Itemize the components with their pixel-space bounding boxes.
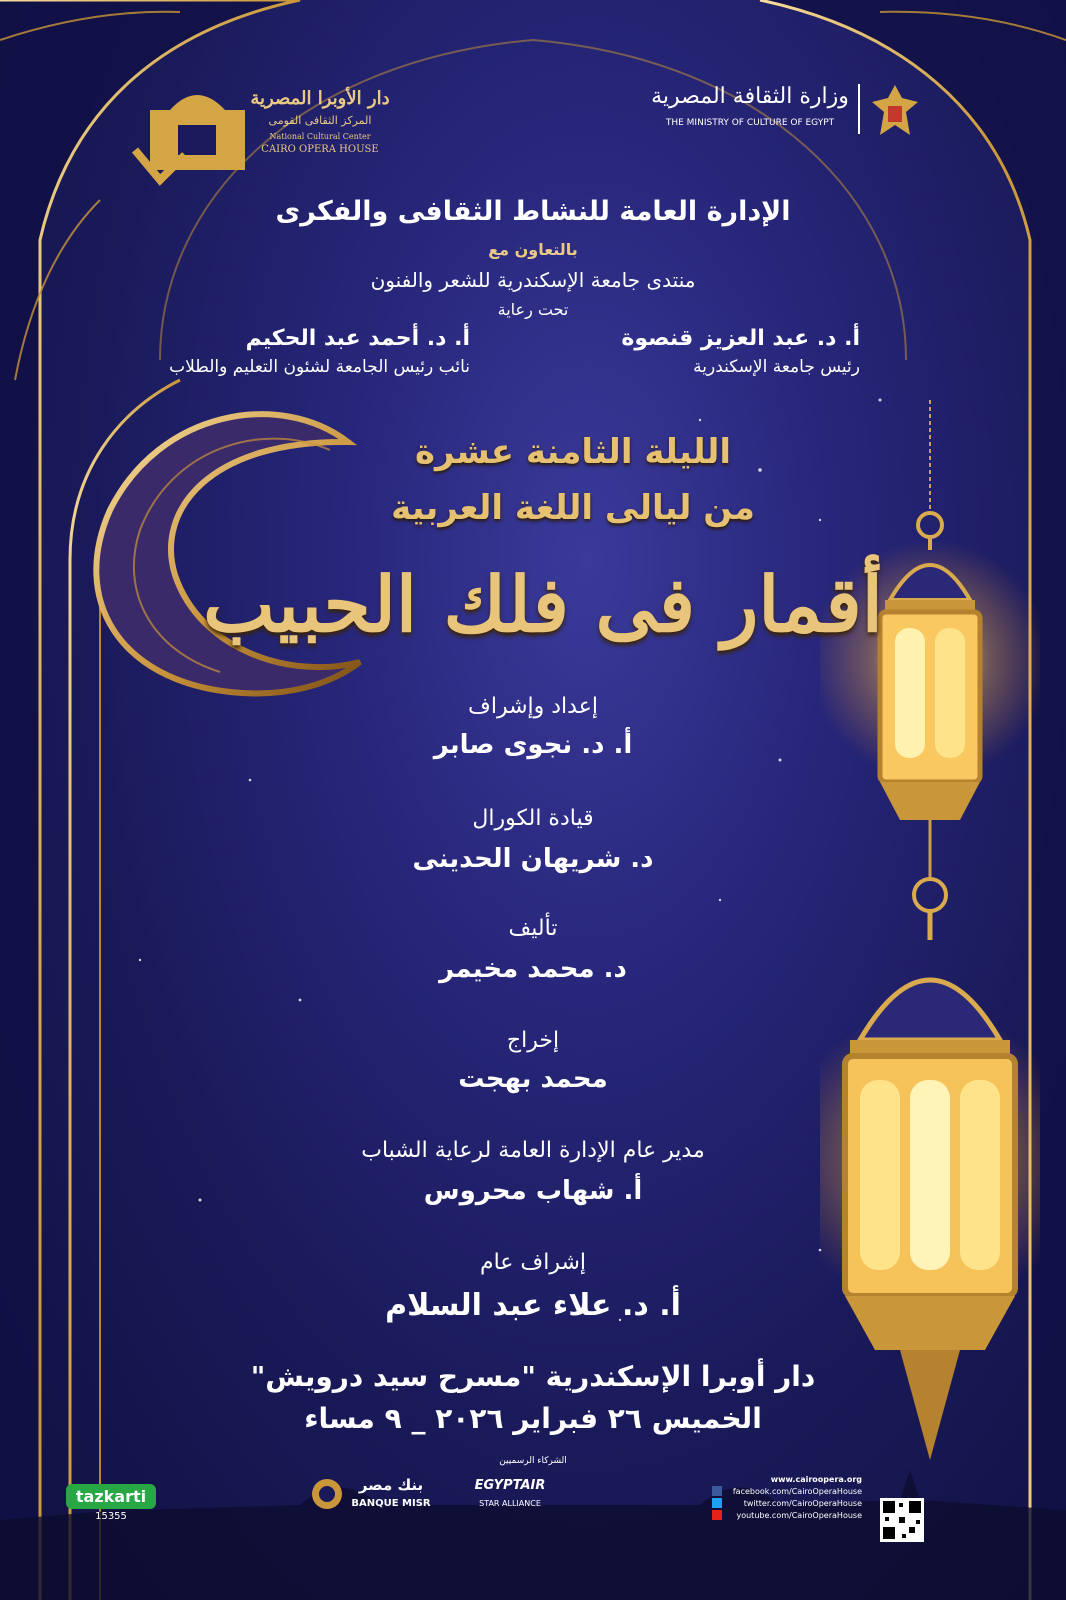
venue-datetime: الخميس ٢٦ فبراير ٢٠٢٦ _ ٩ مساء: [304, 1402, 762, 1435]
patron-2-name: أ. د. أحمد عبد الحكيم: [245, 326, 470, 351]
credit-name-prep: أ. د. نجوى صابر: [433, 730, 633, 760]
credit-role-choir: قيادة الكورال: [472, 806, 594, 831]
star-alliance-label: STAR ALLIANCE: [479, 1499, 541, 1508]
credit-role-youth: مدير عام الإدارة العامة لرعاية الشباب: [361, 1138, 705, 1163]
event-title: أقمار فى فلك الحبيب: [203, 560, 883, 649]
patron-1-title: رئيس جامعة الإسكندرية: [693, 357, 860, 377]
banque-misr-en: BANQUE MISR: [351, 1498, 431, 1509]
credit-role-author: تأليف: [508, 916, 558, 941]
opera-logo-en-1: National Cultural Center: [269, 132, 371, 141]
tazkarti-phone: 15355: [95, 1511, 127, 1522]
egyptair-label: EGYPTAIR: [474, 1478, 546, 1493]
opera-logo-ar-sub: المركز الثقافى القومى: [268, 114, 372, 127]
patron-1-name: أ. د. عبد العزيز قنصوة: [621, 326, 860, 351]
opera-logo-en-2: CAIRO OPERA HOUSE: [261, 144, 379, 155]
credit-name-choir: د. شريهان الحدينى: [412, 844, 654, 874]
eagle-emblem-icon: [870, 80, 920, 140]
forum-name: منتدى جامعة الإسكندرية للشعر والفنون: [370, 268, 696, 292]
sponsors-label: الشركاء الرسميين: [499, 1456, 567, 1466]
ministry-logo-ar: وزارة الثقافة المصرية: [651, 84, 849, 109]
link-facebook[interactable]: facebook.com/CairoOperaHouse: [732, 1487, 862, 1496]
social-links: [712, 1474, 862, 1544]
twitter-icon: [712, 1498, 722, 1508]
patronage-label: تحت رعاية: [497, 300, 569, 319]
tazkarti-logo[interactable]: [66, 1484, 156, 1526]
credit-role-supervision: إشراف عام: [479, 1250, 587, 1275]
tazkarti-label: tazkarti: [66, 1484, 156, 1509]
ministry-logo: [650, 80, 930, 150]
cooperation-label: بالتعاون مع: [488, 240, 578, 259]
credit-name-supervision: أ. د. علاء عبد السلام: [385, 1288, 681, 1323]
banque-misr-emblem-icon: [310, 1472, 344, 1522]
opera-house-icon: [130, 80, 250, 190]
venue-place: دار أوبرا الإسكندرية "مسرح سيد درويش": [250, 1360, 816, 1393]
event-series: من ليالى اللغة العربية: [391, 488, 755, 528]
logo-divider: [858, 84, 860, 134]
credit-role-prep: إعداد وإشراف: [468, 694, 598, 719]
link-twitter[interactable]: twitter.com/CairoOperaHouse: [743, 1499, 862, 1508]
banque-misr-logo: [310, 1472, 440, 1532]
link-website[interactable]: www.cairoopera.org: [770, 1475, 862, 1484]
opera-logo-ar: دار الأوبرا المصرية: [250, 88, 390, 109]
patron-2-title: نائب رئيس الجامعة لشئون التعليم والطلاب: [169, 357, 470, 377]
cairo-opera-logo: [130, 80, 390, 190]
patron-1: [570, 326, 860, 377]
facebook-icon: [712, 1486, 722, 1496]
credit-name-director: محمد بهجت: [458, 1064, 608, 1094]
credit-role-director: إخراج: [506, 1028, 560, 1053]
youtube-icon: [712, 1510, 722, 1520]
banque-misr-ar: بنك مصر: [358, 1476, 424, 1494]
credit-name-youth: أ. شهاب محروس: [423, 1176, 643, 1206]
egyptair-logo: [460, 1478, 560, 1528]
event-night: الليلة الثامنة عشرة: [414, 432, 731, 472]
link-youtube[interactable]: youtube.com/CairoOperaHouse: [736, 1511, 862, 1520]
department-name: الإدارة العامة للنشاط الثقافى والفكرى: [275, 196, 791, 227]
credit-name-author: د. محمد مخيمر: [439, 954, 627, 984]
ministry-logo-en: THE MINISTRY OF CULTURE OF EGYPT: [665, 118, 835, 128]
patron-2: [120, 326, 470, 377]
qr-code-icon[interactable]: [880, 1498, 924, 1542]
